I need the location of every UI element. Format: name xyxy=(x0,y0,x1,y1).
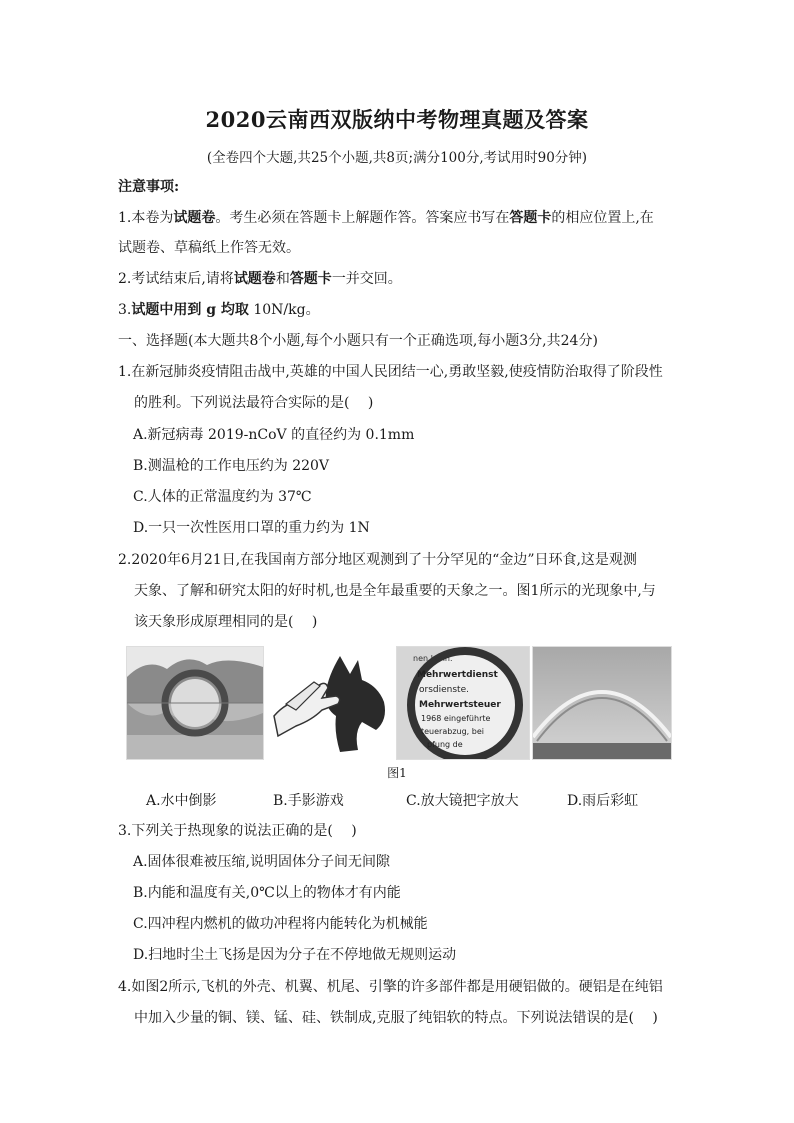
magnifier-text-7: pfung de xyxy=(427,740,463,749)
section-heading: 一、选择题(本大题共8个小题,每个小题只有一个正确选项,每小题3分,共24分) xyxy=(118,333,598,349)
page-title: 2020云南西双版纳中考物理真题及答案 xyxy=(205,107,589,132)
q2-option-c: C.放大镜把字放大 xyxy=(406,793,519,809)
magnifier-text-1: nen Lohn. xyxy=(413,654,453,663)
question-4: 4.如图2所示,飞机的外壳、机翼、机尾、引擎的许多部件都是用硬铝做的。硬铝是在纯铝 xyxy=(118,979,663,995)
notice-2: 2.考试结束后,请将试题卷和答题卡一并交回。 xyxy=(118,271,402,287)
magnifier-text-5: 1968 eingeführte xyxy=(421,714,491,723)
question-3: 3.下列关于热现象的说法正确的是( ) xyxy=(118,823,357,839)
q3-option-c: C.四冲程内燃机的做功冲程将内能转化为机械能 xyxy=(133,916,428,932)
q2-option-a: A.水中倒影 xyxy=(146,793,217,809)
question-1: 1.在新冠肺炎疫情阻击战中,英雄的中国人民团结一心,勇敢坚毅,使疫情防治取得了阶段性 xyxy=(118,364,663,380)
q2-option-b: B.手影游戏 xyxy=(273,793,344,809)
photo-magnifier xyxy=(396,646,530,760)
q1-option-a: A.新冠病毒 2019-nCoV 的直径约为 0.1mm xyxy=(133,427,415,443)
exam-info: (全卷四个大题,共25个小题,共8页;满分100分,考试用时90分钟) xyxy=(206,150,588,166)
q3-option-b: B.内能和温度有关,0℃以上的物体才有内能 xyxy=(133,885,401,901)
photo-hand-shadow xyxy=(266,646,394,758)
magnifier-text-3: orsdienste. xyxy=(419,685,469,695)
q1-option-d: D.一只一次性医用口罩的重力约为 1N xyxy=(133,520,370,536)
question-2-cont: 天象、了解和研究太阳的好时机,也是全年最重要的天象之一。图1所示的光现象中,与 xyxy=(134,583,656,599)
question-1-cont: 的胜利。下列说法最符合实际的是( ) xyxy=(134,395,374,411)
photo-rainbow xyxy=(532,646,672,760)
photo-water-reflection xyxy=(126,646,264,760)
notice-1: 1.本卷为试题卷。考生必须在答题卡上解题作答。答案应书写在答题卡的相应位置上,在 xyxy=(118,210,654,226)
notice-3: 3.试题中用到 g 均取 10N/kg。 xyxy=(118,302,320,318)
magnifier-text-6: teuerabzug, bei xyxy=(421,727,484,736)
magnifier-text-2: Mehrwertdienst xyxy=(417,670,498,680)
figure-caption: 图1 xyxy=(387,766,407,780)
q3-option-d: D.扫地时尘土飞扬是因为分子在不停地做无规则运动 xyxy=(133,947,457,963)
q3-option-a: A.固体很难被压缩,说明固体分子间无间隙 xyxy=(133,854,391,870)
question-4-cont: 中加入少量的铜、镁、锰、硅、铁制成,克服了纯铝软的特点。下列说法错误的是( ) xyxy=(134,1010,658,1026)
magnifier-text-4: Mehrwertsteuer xyxy=(419,700,501,710)
notice-1-cont: 试题卷、草稿纸上作答无效。 xyxy=(118,240,300,256)
question-2: 2.2020年6月21日,在我国南方部分地区观测到了十分罕见的“金边”日环食,这是观测 xyxy=(118,552,637,568)
notice-heading: 注意事项: xyxy=(118,179,180,195)
q1-option-b: B.测温枪的工作电压约为 220V xyxy=(133,458,330,474)
question-2-cont2: 该天象形成原理相同的是( ) xyxy=(134,614,318,630)
q1-option-c: C.人体的正常温度约为 37℃ xyxy=(133,489,312,505)
q2-option-d: D.雨后彩虹 xyxy=(567,793,639,809)
